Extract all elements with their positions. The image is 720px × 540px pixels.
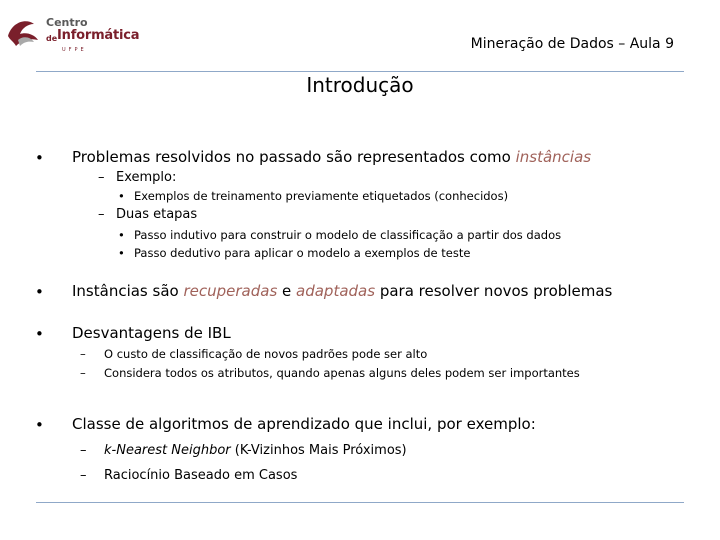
- sub-4b-marker: –: [80, 468, 87, 483]
- sub-4b-text: Raciocínio Baseado em Casos: [104, 468, 298, 483]
- bullet-4-marker: •: [35, 416, 44, 434]
- sub-1b-text: Duas etapas: [116, 207, 198, 222]
- sub-4a-rest: (K-Vizinhos Mais Próximos): [230, 443, 407, 458]
- bullet-2-highlight-2: adaptadas: [296, 282, 376, 300]
- sub-1a-item-marker: •: [118, 189, 125, 203]
- sub-1b-item2-text: Passo dedutivo para aplicar o modelo a exemplos de teste: [134, 246, 471, 260]
- bullet-2-post: para resolver novos problemas: [375, 282, 613, 300]
- bullet-1-text: [72, 148, 591, 166]
- cin-logo: [4, 14, 140, 64]
- logo-emblem-icon: [4, 14, 48, 54]
- sub-4a-italic: k-Nearest Neighbor: [104, 443, 231, 458]
- bullet-2-highlight-1: recuperadas: [183, 282, 278, 300]
- footer-divider: [36, 502, 684, 503]
- bullet-2-marker: •: [35, 283, 44, 301]
- sub-1a-text: Exemplo:: [116, 170, 177, 185]
- logo-line2a: de: [46, 34, 58, 43]
- bullet-3-text: Desvantagens de IBL: [72, 324, 231, 342]
- sub-3a-text: O custo de classificação de novos padrões pode ser alto: [104, 347, 428, 361]
- bullet-2-text: [72, 282, 612, 300]
- sub-1a-item-text: Exemplos de treinamento previamente etiquetados (conhecidos): [134, 189, 509, 203]
- logo-line1: Centro: [46, 16, 88, 29]
- sub-1a-marker: –: [98, 170, 105, 185]
- sub-1b-item2-marker: •: [118, 246, 125, 260]
- bullet-2-mid: e: [277, 282, 297, 300]
- bullet-4-text: Classe de algoritmos de aprendizado que inclui, por exemplo:: [72, 415, 536, 433]
- logo-line2b: Informática: [57, 28, 140, 43]
- bullet-3-marker: •: [35, 325, 44, 343]
- sub-3a-marker: –: [80, 347, 86, 361]
- bullet-2-pre: Instâncias são: [72, 282, 184, 300]
- sub-1b-item1-marker: •: [118, 228, 125, 242]
- sub-1b-marker: –: [98, 207, 105, 222]
- bullet-1-marker: •: [35, 149, 44, 167]
- bullet-1-highlight: instâncias: [515, 148, 592, 166]
- bullet-1-pre: Problemas resolvidos no passado são representados como: [72, 148, 516, 166]
- sub-4a-marker: –: [80, 443, 87, 458]
- sub-1b-item1-text: Passo indutivo para construir o modelo de classificação a partir dos dados: [134, 228, 562, 242]
- slide-title: Introdução: [306, 73, 414, 97]
- sub-3b-marker: –: [80, 366, 86, 380]
- header-divider: [36, 71, 684, 72]
- sub-4a-text: [104, 443, 407, 458]
- sub-3b-text: Considera todos os atributos, quando apenas alguns deles podem ser importantes: [104, 366, 580, 380]
- course-title: Mineração de Dados – Aula 9: [470, 36, 674, 52]
- logo-line3: UFPE: [62, 47, 87, 53]
